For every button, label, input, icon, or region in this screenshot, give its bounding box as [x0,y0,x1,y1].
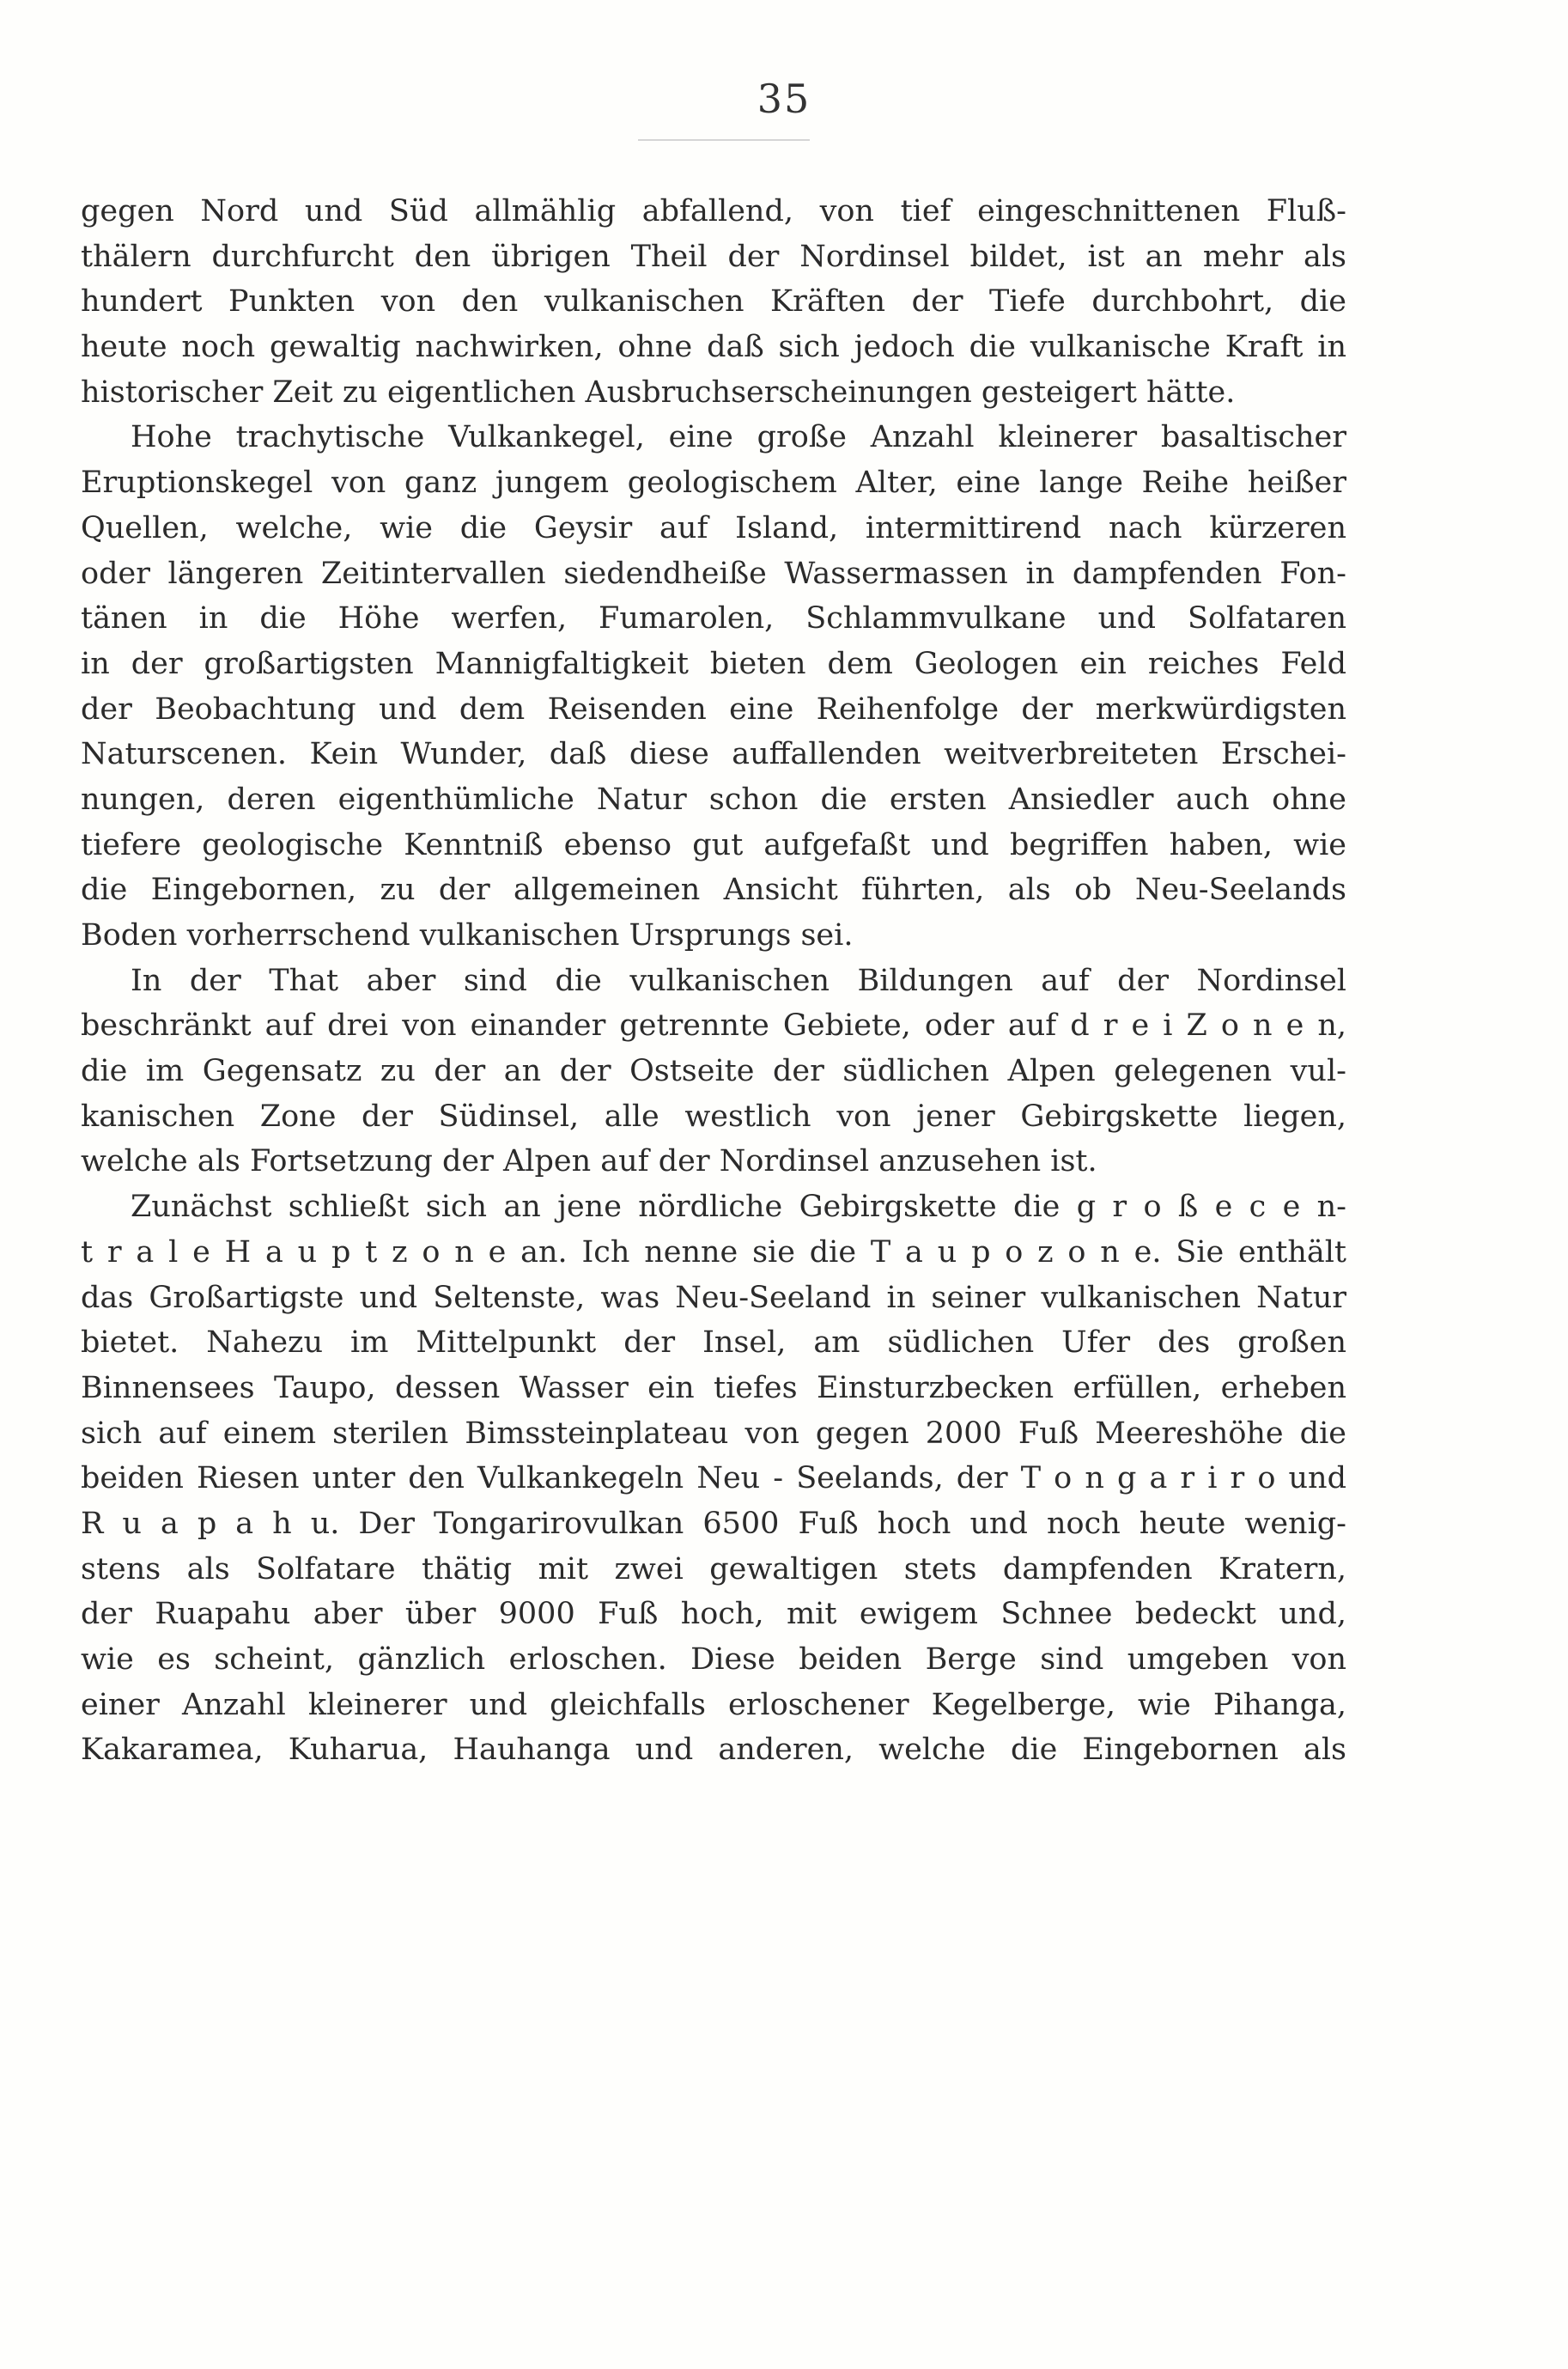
text-line: Quellen, welche, wie die Geysir auf Island, intermittirend nach kürzeren [81,510,1346,545]
text-line: Naturscenen. Kein Wunder, daß diese auffallenden weitverbreiteten Erschei- [81,737,1346,772]
text-line: Eruptionskegel von ganz jungem geologischem Alter, eine lange Reihe heißer [81,466,1346,501]
text-line: einer Anzahl kleinerer und gleichfalls erloschener Kegelberge, wie Pihanga, [81,1687,1346,1722]
header-rule [638,139,810,141]
text-line: historischer Zeit zu eigentlichen Ausbruchserscheinungen gesteigert hätte. [81,375,1236,410]
text-line: der Beobachtung und dem Reisenden eine Reihenfolge der merkwürdigsten [81,691,1346,727]
text-line: R u a p a h u. Der Tongarirovulkan 6500 Fuß hoch und noch heute wenig- [81,1506,1346,1541]
text-line: Kakaramea, Kuharua, Hauhanga und anderen, welche die Eingebornen als [81,1733,1346,1768]
text-line: beschränkt auf drei von einander getrennte Gebiete, oder auf d r e i Z o n e n, [81,1008,1346,1044]
text-line: kanischen Zone der Südinsel, alle westlich von jener Gebirgskette liegen, [81,1099,1346,1134]
text-line: thälern durchfurcht den übrigen Theil der Nordinsel bildet, ist an mehr als [81,239,1346,274]
text-line: tiefere geologische Kenntniß ebenso gut aufgefaßt und begriffen haben, wie [81,827,1346,862]
text-line: hundert Punkten von den vulkanischen Kräften der Tiefe durchbohrt, die [81,284,1346,320]
text-line: nungen, deren eigenthümliche Natur schon die ersten Ansiedler auch ohne [81,782,1346,817]
text-line: bietet. Nahezu im Mittelpunkt der Insel, am südlichen Ufer des großen [81,1325,1346,1361]
text-line: sich auf einem sterilen Bimssteinplateau von gegen 2000 Fuß Meereshöhe die [81,1416,1346,1451]
text-line: die im Gegensatz zu der an der Ostseite der südlichen Alpen gelegenen vul- [81,1054,1346,1089]
text-line: die Eingebornen, zu der allgemeinen Ansicht führten, als ob Neu-Seelands [81,873,1346,908]
text-line: stens als Solfatare thätig mit zwei gewaltigen stets dampfenden Kratern, [81,1551,1346,1586]
page-number: 35 [757,76,811,122]
text-line: tänen in die Höhe werfen, Fumarolen, Schlammvulkane und Solfataren [81,601,1346,636]
text-line: Binnensees Taupo, dessen Wasser ein tiefes Einsturzbecken erfüllen, erheben [81,1370,1346,1405]
text-line: gegen Nord und Süd allmählig abfallend, von tief eingeschnittenen Fluß- [81,194,1346,228]
text-line: beiden Riesen unter den Vulkankegeln Neu - Seelands, der T o n g a r i r o und [81,1461,1346,1496]
text-line: Boden vorherrschend vulkanischen Ursprungs sei. [81,918,854,953]
text-line: in der großartigsten Mannigfaltigkeit bieten dem Geologen ein reiches Feld [81,646,1346,681]
text-line: oder längeren Zeitintervallen siedendheiße Wassermassen in dampfenden Fon- [81,556,1346,591]
body-text [81,189,1346,1773]
text-line: Hohe trachytische Vulkankegel, eine große Anzahl kleinerer basaltischer [131,420,1346,455]
text-line: der Ruapahu aber über 9000 Fuß hoch, mit ewigem Schnee bedeckt und, [81,1597,1346,1632]
text-line: In der That aber sind die vulkanischen Bildungen auf der Nordinsel [131,963,1346,998]
text-line: heute noch gewaltig nachwirken, ohne daß sich jedoch die vulkanische Kraft in [81,330,1346,365]
text-line: das Großartigste und Seltenste, was Neu-Seeland in seiner vulkanischen Natur [81,1280,1346,1315]
text-line: t r a l e H a u p t z o n e an. Ich nenne sie die T a u p o z o n e. Sie enthält [81,1234,1346,1270]
text-line: welche als Fortsetzung der Alpen auf der Nordinsel anzusehen ist. [81,1144,1097,1179]
text-line: wie es scheint, gänzlich erloschen. Diese beiden Berge sind umgeben von [81,1642,1346,1677]
text-line: Zunächst schließt sich an jene nördliche Gebirgskette die g r o ß e c e n- [131,1190,1346,1225]
